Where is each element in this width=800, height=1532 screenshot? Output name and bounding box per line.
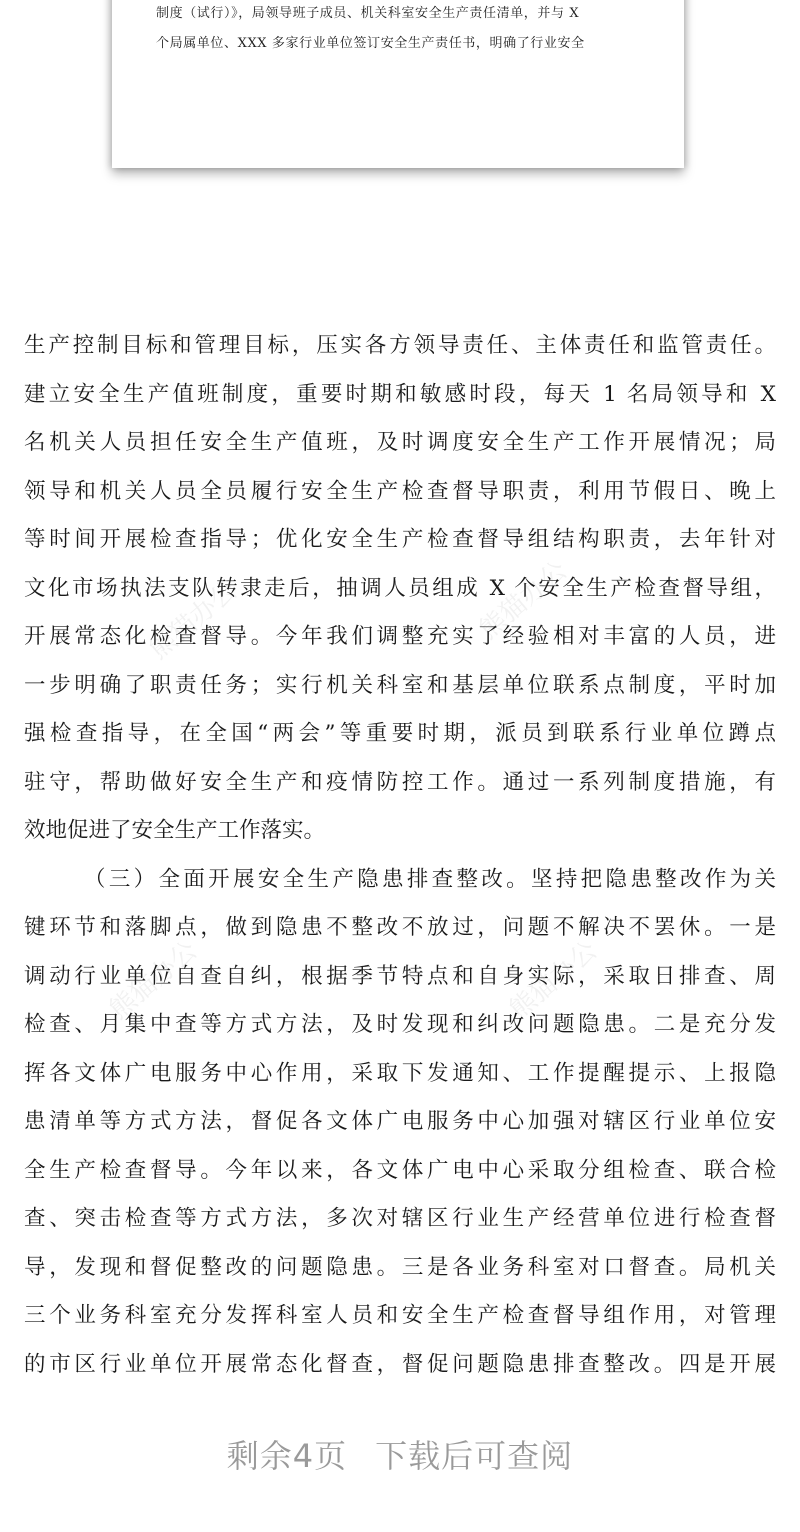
document-body — [24, 322, 776, 1389]
paragraph-line-text: 的市区行业单位开展常态化督查，督促问题隐患排查整改。四是开展 — [24, 1351, 776, 1377]
paragraph-line — [24, 419, 776, 468]
remaining-pages-label: 剩余4页 — [226, 1437, 348, 1475]
paragraph-line-text: （三）全面开展安全生产隐患排查整改。坚持把隐患整改作为关 — [84, 866, 776, 892]
paragraph-line-text: 效地促进了安全生产工作落实。 — [24, 818, 326, 843]
paragraph-line-text: 领导和机关人员全员履行安全生产检查督导职责，利用节假日、晚上 — [24, 478, 776, 504]
paragraph-line-text: 键环节和落脚点，做到隐患不整改不放过，问题不解决不罢休。一是 — [24, 915, 776, 940]
paragraph-line-text: 强检查指导，在全国“两会”等重要时期，派员到联系行业单位蹲点 — [24, 721, 776, 746]
download-prompt[interactable] — [0, 1405, 800, 1505]
previous-page-line: 制度（试行）》，局领导班子成员、机关科室安全生产责任清单，并与 X — [156, 6, 580, 21]
paragraph-line — [24, 565, 776, 614]
paragraph-line — [24, 662, 776, 711]
paragraph-line-text: 一步明确了职责任务；实行机关科室和基层单位联系点制度，平时加 — [24, 672, 776, 698]
paragraph-line — [24, 710, 776, 759]
paragraph-line — [24, 1098, 776, 1147]
paragraph-line-text: 全生产检查督导。今年以来，各文体广电中心采取分组检查、联合检 — [24, 1157, 776, 1183]
paragraph-line — [24, 904, 776, 953]
download-hint-label: 下载后可查阅 — [375, 1437, 574, 1475]
paragraph-line-text: 导，发现和督促整改的问题隐患。三是各业务科室对口督查。局机关 — [24, 1254, 776, 1280]
watermark: 熊猫办公 — [504, 935, 604, 1026]
paragraph-line — [24, 371, 776, 420]
paragraph-line-text: 挥各文体广电服务中心作用，采取下发通知、工作提醒提示、上报隐 — [24, 1060, 776, 1086]
paragraph-line-text: 查、突击检查等方式方法，多次对辖区行业生产经营单位进行检查督 — [24, 1206, 776, 1231]
paragraph-line-text: 等时间开展检查指导；优化安全生产检查督导组结构职责，去年针对 — [24, 527, 776, 552]
paragraph-line-text: 驻守，帮助做好安全生产和疫情防控工作。通过一系列制度措施，有 — [24, 769, 776, 795]
download-prompt-text[interactable] — [213, 1431, 587, 1477]
paragraph-line — [24, 953, 776, 1002]
paragraph-line — [24, 1147, 776, 1196]
paragraph-line — [24, 759, 776, 808]
paragraph-line — [24, 1195, 776, 1244]
previous-page-line: 个局属单位、XXX 多家行业单位签订安全生产责任书，明确了行业安全 — [156, 36, 585, 51]
paragraph-line-text: 生产控制目标和管理目标，压实各方领导责任、主体责任和监管责任。 — [24, 333, 776, 358]
paragraph-line-text: 文化市场执法支队转隶走后，抽调人员组成 X 个安全生产检查督导组， — [24, 575, 776, 601]
previous-page-card — [112, 0, 684, 168]
paragraph-line — [24, 468, 776, 517]
paragraph-line-text: 三个业务科室充分发挥科室人员和安全生产检查督导组作用，对管理 — [24, 1303, 776, 1328]
paragraph-line — [24, 1341, 776, 1390]
paragraph-line — [24, 856, 776, 905]
paragraph-line-text: 调动行业单位自查自纠，根据季节特点和自身实际，采取日排查、周 — [24, 963, 776, 989]
watermark: 熊猫办公 — [104, 935, 204, 1026]
paragraph-line-text: 建立安全生产值班制度，重要时期和敏感时段，每天 1 名局领导和 X — [24, 381, 776, 407]
paragraph-line — [24, 807, 776, 856]
paragraph-line — [24, 1001, 776, 1050]
paragraph-line — [24, 1292, 776, 1341]
paragraph-line — [24, 322, 776, 371]
watermark: 熊猫办公 — [474, 555, 574, 646]
paragraph-line — [24, 1050, 776, 1099]
paragraph-line-text: 患清单等方式方法，督促各文体广电服务中心加强对辖区行业单位安 — [24, 1109, 776, 1134]
paragraph-line-text: 开展常态化检查督导。今年我们调整充实了经验相对丰富的人员，进 — [24, 624, 776, 649]
paragraph-line — [24, 1244, 776, 1293]
watermark: 熊猫办公 — [144, 575, 244, 666]
paragraph-line-text: 名机关人员担任安全生产值班，及时调度安全生产工作开展情况；局 — [24, 430, 776, 455]
paragraph-line — [24, 613, 776, 662]
paragraph-line-text: 检查、月集中查等方式方法，及时发现和纠改问题隐患。二是充分发 — [24, 1012, 776, 1037]
paragraph-line — [24, 516, 776, 565]
